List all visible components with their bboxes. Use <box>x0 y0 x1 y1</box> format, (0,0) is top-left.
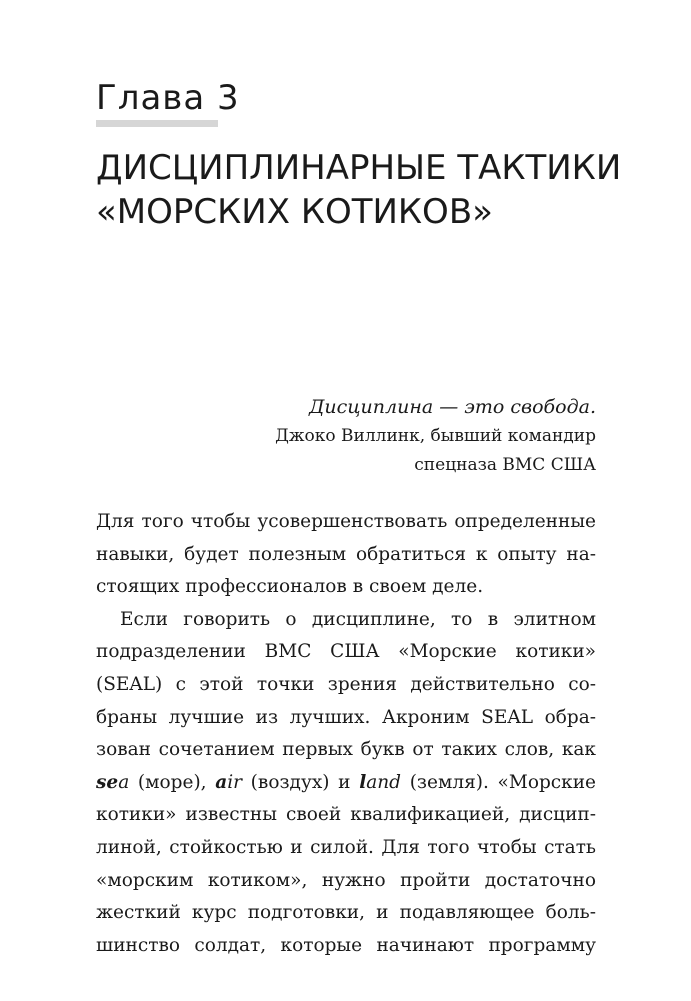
chapter-label: Глава 3 <box>96 78 240 118</box>
acronym-letters-sea: se <box>96 771 119 793</box>
chapter-rule <box>96 120 218 127</box>
epigraph-attribution-line: Джоко Виллинк, бывший командир <box>275 426 596 446</box>
text-line: зован сочетанием первых букв от таких слов, как <box>96 739 596 761</box>
epigraph <box>96 392 596 480</box>
chapter-title <box>96 146 656 234</box>
acronym-gloss-air: (воздух) и <box>242 771 360 793</box>
acronym-word-air-rest: ir <box>227 771 242 793</box>
acronym-letters-land: l <box>359 771 367 793</box>
acronym-gloss-land: (земля). «Морские <box>401 771 596 793</box>
chapter-title-line: ДИСЦИПЛИНАРНЫЕ ТАКТИКИ <box>96 148 622 188</box>
text-line: «морским котиком», нужно пройти достаточно <box>96 869 596 891</box>
acronym-word-sea-rest: a <box>118 771 130 793</box>
text-line-acronym <box>96 767 596 800</box>
text-line: Для того чтобы усовершенствовать определенные <box>96 511 596 532</box>
text-line: шинство солдат, которые начинают программу <box>96 934 596 956</box>
text-line: подразделении ВМС США «Морские котики» <box>96 641 596 663</box>
text-line: линой, стойкостью и силой. Для того чтобы стать <box>96 836 596 858</box>
epigraph-quote: Дисциплина — это свобода. <box>308 396 596 418</box>
text-line: стоящих профессионалов в своем деле. <box>96 576 484 598</box>
text-line: браны лучшие из лучших. Акроним SEAL обра- <box>96 706 596 728</box>
epigraph-attribution-line: спецназа ВМС США <box>414 455 596 475</box>
acronym-letters-air: a <box>215 771 228 793</box>
text-line: котики» известны своей квалификацией, дисцип- <box>96 804 596 826</box>
chapter-title-line: «МОРСКИХ КОТИКОВ» <box>96 192 493 232</box>
text-line: (SEAL) с этой точки зрения действительно со- <box>96 673 596 695</box>
text-line: навыки, будет полезным обратиться к опыту на- <box>96 543 596 565</box>
body-text <box>96 506 596 962</box>
text-line: жесткий курс подготовки, и подавляющее боль- <box>96 902 596 924</box>
acronym-word-land-rest: and <box>366 771 402 793</box>
acronym-gloss-sea: (море), <box>129 771 216 793</box>
text-line: Если говорить о дисциплине, то в элитном <box>120 608 596 630</box>
